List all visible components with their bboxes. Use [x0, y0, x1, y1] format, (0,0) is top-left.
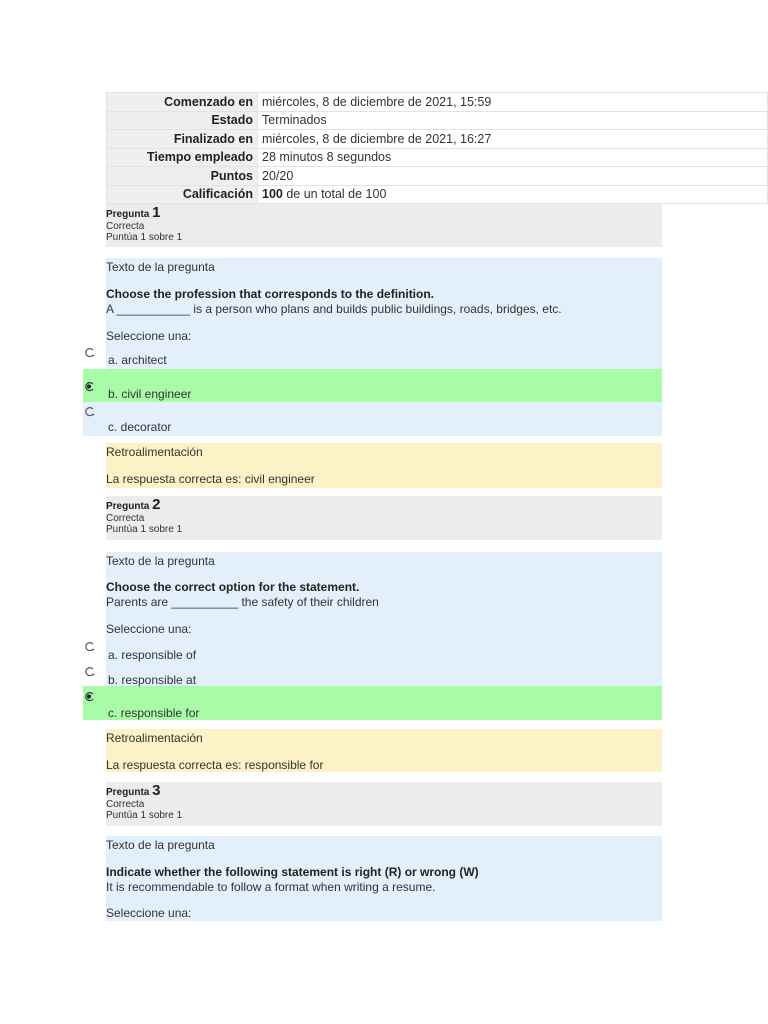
feedback-label: Retroalimentación [106, 731, 203, 745]
question-info [106, 204, 662, 247]
summary-value: Terminados [258, 111, 768, 130]
question-text-label: Texto de la pregunta [106, 554, 215, 568]
summary-label: Tiempo empleado [107, 148, 258, 167]
summary-value: miércoles, 8 de diciembre de 2021, 15:59 [258, 93, 768, 112]
summary-row [107, 148, 768, 167]
question-info [106, 782, 662, 826]
feedback-text: La respuesta correcta es: civil engineer [106, 472, 315, 486]
radio-unselected-icon[interactable] [84, 666, 95, 677]
radio-unselected-icon[interactable] [84, 641, 95, 652]
feedback-label: Retroalimentación [106, 445, 203, 459]
question-grade: Puntúa 1 sobre 1 [106, 232, 183, 243]
question-grade: Puntúa 1 sobre 1 [106, 524, 183, 535]
question-content [106, 552, 662, 686]
feedback-text: La respuesta correcta es: responsible for [106, 758, 324, 772]
answer-option[interactable]: b. responsible at [108, 673, 197, 687]
question-text-label: Texto de la pregunta [106, 838, 215, 852]
radio-selected-icon[interactable] [84, 691, 95, 702]
summary-label: Puntos [107, 167, 258, 186]
question-stem: Choose the profession that corresponds to the definition. A ___________ is a person who plans and builds public buildings, roads, bridges, etc. [106, 287, 562, 316]
select-label: Seleccione una: [106, 622, 192, 636]
question-info [106, 496, 662, 540]
summary-label: Comenzado en [107, 93, 258, 112]
answer-option[interactable]: c. responsible for [108, 706, 200, 720]
answer-option[interactable]: a. responsible of [108, 648, 197, 662]
question-state: Correcta [106, 220, 145, 232]
question-state: Correcta [106, 512, 145, 524]
select-label: Seleccione una: [106, 906, 192, 920]
answer-option[interactable]: c. decorator [108, 420, 172, 434]
summary-row [107, 167, 768, 186]
radio-unselected-icon[interactable] [84, 347, 95, 358]
question-stem: Choose the correct option for the statement. Parents are __________ the safety of their children [106, 580, 379, 609]
summary-value: 28 minutos 8 segundos [258, 148, 768, 167]
question-grade: Puntúa 1 sobre 1 [106, 810, 183, 821]
question-state: Correcta [106, 798, 145, 810]
summary-row [107, 111, 768, 130]
summary-label: Calificación [107, 185, 258, 204]
question-number: Pregunta 3 [106, 782, 161, 799]
radio-selected-icon[interactable] [84, 381, 95, 392]
radio-unselected-icon[interactable] [84, 406, 95, 417]
attempt-summary-table [106, 92, 768, 204]
summary-label: Finalizado en [107, 130, 258, 149]
question-text-label: Texto de la pregunta [106, 260, 215, 274]
summary-row [107, 93, 768, 112]
summary-row [107, 185, 768, 204]
question-number: Pregunta 2 [106, 496, 161, 513]
question-number: Pregunta 1 [106, 204, 161, 221]
grade-value: 100 [262, 187, 283, 202]
summary-value [258, 185, 768, 204]
summary-value: 20/20 [258, 167, 768, 186]
question-stem: Indicate whether the following statement is right (R) or wrong (W) It is recommendable to follow a format when writing a resume. [106, 865, 479, 894]
grade-total: de un total de 100 [282, 187, 387, 202]
answer-option[interactable]: a. architect [108, 353, 167, 367]
answer-option[interactable]: b. civil engineer [108, 387, 192, 401]
summary-value: miércoles, 8 de diciembre de 2021, 16:27 [258, 130, 768, 149]
summary-row [107, 130, 768, 149]
summary-label: Estado [107, 111, 258, 130]
select-label: Seleccione una: [106, 329, 192, 343]
